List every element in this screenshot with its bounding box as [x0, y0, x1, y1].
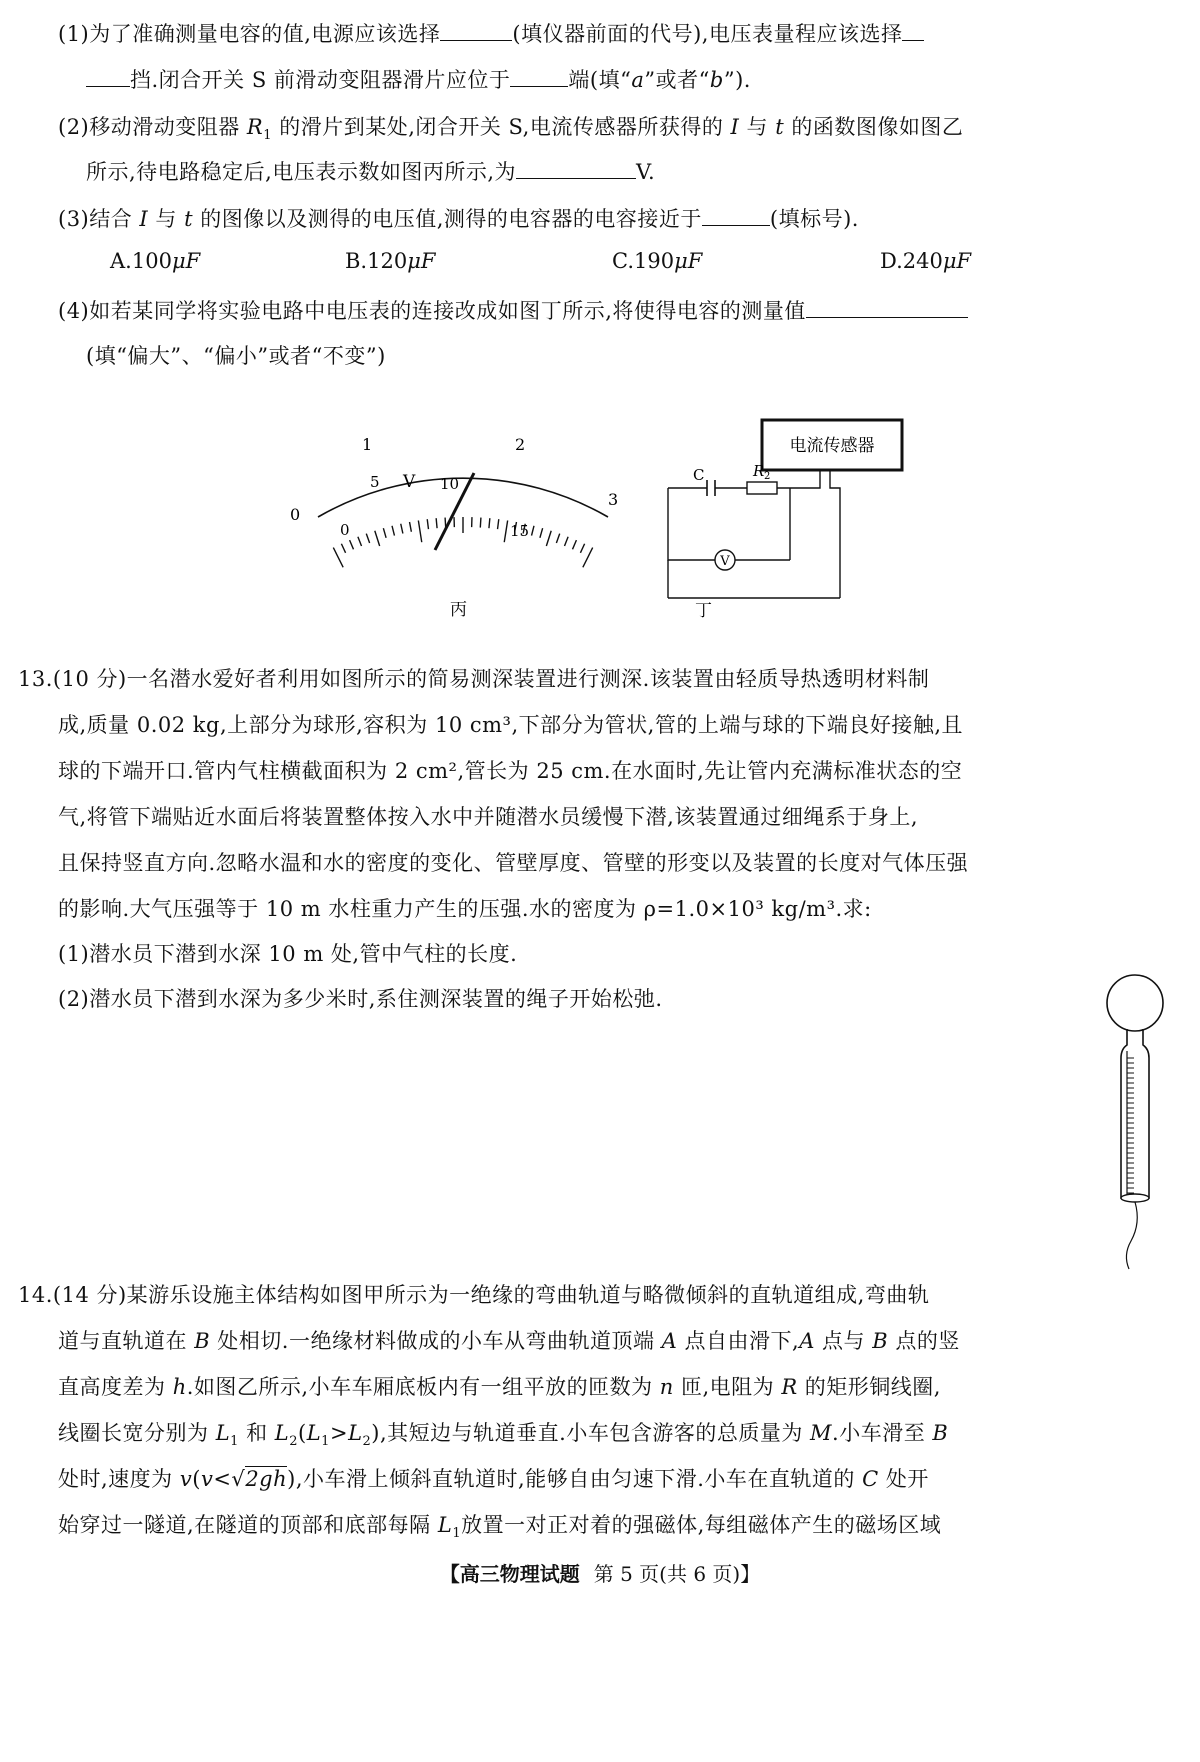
dial-tick [358, 537, 362, 546]
q13-line-1: 13.(10 分)一名潜水爱好者利用如图所示的简易测深装置进行测深.该装置由轻质导热透明材料制 [18, 667, 930, 691]
gauge-open-end [1121, 1194, 1149, 1202]
wire-sensor-right [830, 470, 840, 598]
q12-part1-line2: 挡.闭合开关 S 前滑动变阻器滑片应位于 端(填“a”或者“b”). [86, 64, 751, 94]
option-d[interactable]: D.240μF [880, 249, 972, 273]
scale-lower-5: 5 [370, 473, 380, 491]
figure-bing-voltmeter [290, 415, 630, 625]
gauge-tube [1121, 1029, 1149, 1198]
dial-tick [392, 526, 394, 536]
q13-line-4: 气,将管下端贴近水面后将装置整体按入水中并随潜水员缓慢下潜,该装置通过细绳系于身上, [58, 805, 919, 829]
q12-part1-line1: (1)为了准确测量电容的值,电源应该选择 (填仪器前面的代号),电压表量程应该选择 [58, 18, 924, 48]
q13-line-3: 球的下端开口.管内气柱横截面积为 2 cm²,管长为 25 cm.在水面时,先让管内充满标准状态的空 [58, 759, 963, 783]
scale-lower-0: 0 [340, 521, 350, 539]
answer-blank-capacitance[interactable] [702, 207, 770, 226]
dial-tick [546, 531, 551, 546]
gauge-scale-ticks [1127, 1058, 1134, 1193]
scale-upper-1: 1 [362, 435, 373, 454]
scale-lower-15: 15 [510, 522, 530, 540]
wire-res-sensor [777, 470, 820, 488]
dial-tick [580, 544, 584, 553]
answer-blank-voltmeter-range[interactable] [86, 68, 130, 87]
dial-tick [480, 518, 481, 528]
q14-line-5: 处时,速度为 v(v<√2gh),小车滑上倾斜直轨道时,能够自由匀速下滑.小车在直轨道的 C 处开 [58, 1467, 929, 1491]
gauge-bulb [1107, 975, 1163, 1031]
scale-upper-2: 2 [515, 435, 526, 454]
dial-tick [427, 519, 428, 529]
figure-ding-caption: 丁 [695, 601, 712, 621]
dial-tick [375, 531, 380, 546]
answer-blank-range-part[interactable] [902, 22, 924, 41]
page-footer: 【高三物理试题 第 5 页(共 6 页)】 [439, 1562, 761, 1586]
dial-tick [532, 526, 534, 536]
dial-tick [556, 534, 559, 543]
gauge-string [1126, 1202, 1137, 1269]
resistor-r2 [747, 482, 777, 494]
dial-tick [489, 518, 490, 528]
answer-blank-measured-value[interactable] [806, 299, 968, 318]
option-b[interactable]: B.120μF [345, 249, 436, 273]
wire-left [668, 488, 715, 560]
q14-line-6: 始穿过一隧道,在隧道的顶部和底部每隔 $L_1$放置一对正对着的强磁体,每组磁体产生的磁场区域 [58, 1513, 942, 1542]
q13-subquestion-1: (1)潜水员下潜到水深 10 m 处,管中气柱的长度. [58, 942, 518, 966]
q14-line-3: 直高度差为 h.如图乙所示,小车车厢底板内有一组平放的匝数为 n 匝,电阻为 R 的矩形铜线圈, [58, 1375, 941, 1399]
q13-line-2: 成,质量 0.02 kg,上部分为球形,容积为 10 cm³,下部分为管状,管的上端与球的下端良好接触,且 [58, 713, 963, 737]
dial-tick [401, 524, 403, 534]
dial-tick [410, 522, 412, 532]
q12-part3-line: (3)结合 I 与 t 的图像以及测得的电压值,测得的电容器的电容接近于 (填标号). [58, 207, 859, 231]
dial-tick [504, 520, 507, 542]
voltmeter-label: V [720, 554, 730, 569]
dial-tick [366, 534, 369, 543]
answer-blank-power-source[interactable] [440, 22, 512, 41]
scale-upper-3: 3 [608, 490, 619, 509]
dial-tick [341, 544, 345, 553]
q14-line-4: 线圈长宽分别为 $L_1$ 和 $L_2(L_1>L_2)$,其短边与轨道垂直.小车包含游客的总质量为 M.小车滑至 B [58, 1421, 949, 1450]
answer-blank-voltage[interactable] [516, 160, 636, 179]
capacitor-label: C [693, 466, 705, 484]
q12-part4-line2: (填“偏大”、“偏小”或者“不变”) [86, 344, 386, 368]
dial-tick [418, 520, 421, 542]
dial-tick [498, 519, 499, 529]
q13-subquestion-2: (2)潜水员下潜到水深为多少米时,系住测深装置的绳子开始松弛. [58, 987, 663, 1011]
option-c[interactable]: C.190μF [612, 249, 703, 273]
resistor-label: R [753, 462, 765, 480]
option-a[interactable]: A.100μF [110, 249, 201, 273]
current-sensor-label: 电流传感器 [789, 436, 875, 456]
dial-tick [436, 518, 437, 528]
q14-line-2: 道与直轨道在 B 处相切.一绝缘材料做成的小车从弯曲轨道顶端 A 点自由滑下,A 点与 B 点的竖 [58, 1329, 960, 1353]
q13-line-6: 的影响.大气压强等于 10 m 水柱重力产生的压强.水的密度为 ρ=1.0×10³ kg/m³.求: [58, 897, 872, 921]
dial-tick [350, 540, 354, 549]
figure-ding-circuit [655, 418, 930, 623]
q13-line-5: 且保持竖直方向.忽略水温和水的密度的变化、管壁厚度、管壁的形变以及装置的长度对气体压强 [58, 851, 969, 875]
dial-tick [583, 548, 593, 568]
unit-label-v: V [403, 472, 416, 492]
dial-tick [383, 528, 386, 538]
q14-line-1: 14.(14 分)某游乐设施主体结构如图甲所示为一绝缘的弯曲轨道与略微倾斜的直轨道组成,弯曲轨 [18, 1283, 930, 1307]
depth-gauge-figure [1105, 963, 1175, 1273]
figure-bing-caption: 丙 [450, 600, 467, 620]
dial-tick [573, 540, 577, 549]
dial-tick [540, 528, 543, 538]
scale-lower-10: 10 [440, 475, 460, 493]
q12-part4-line1: (4)如若某同学将实验电路中电压表的连接改成如图丁所示,将使得电容的测量值 [58, 295, 968, 325]
dial-tick [333, 548, 343, 568]
scale-upper-0: 0 [290, 505, 301, 524]
dial-ticks [333, 517, 592, 567]
q12-part2-line2: 所示,待电路稳定后,电压表示数如图丙所示,为 V. [86, 160, 656, 184]
answer-blank-slider-end[interactable] [510, 68, 568, 87]
q12-part2-line1: (2)移动滑动变阻器 $R_1$ 的滑片到某处,闭合开关 S,电流传感器所获得的 I 与 t 的函数图像如图乙 [58, 115, 964, 144]
dial-tick [564, 537, 568, 546]
resistor-subscript: 2 [764, 471, 771, 482]
